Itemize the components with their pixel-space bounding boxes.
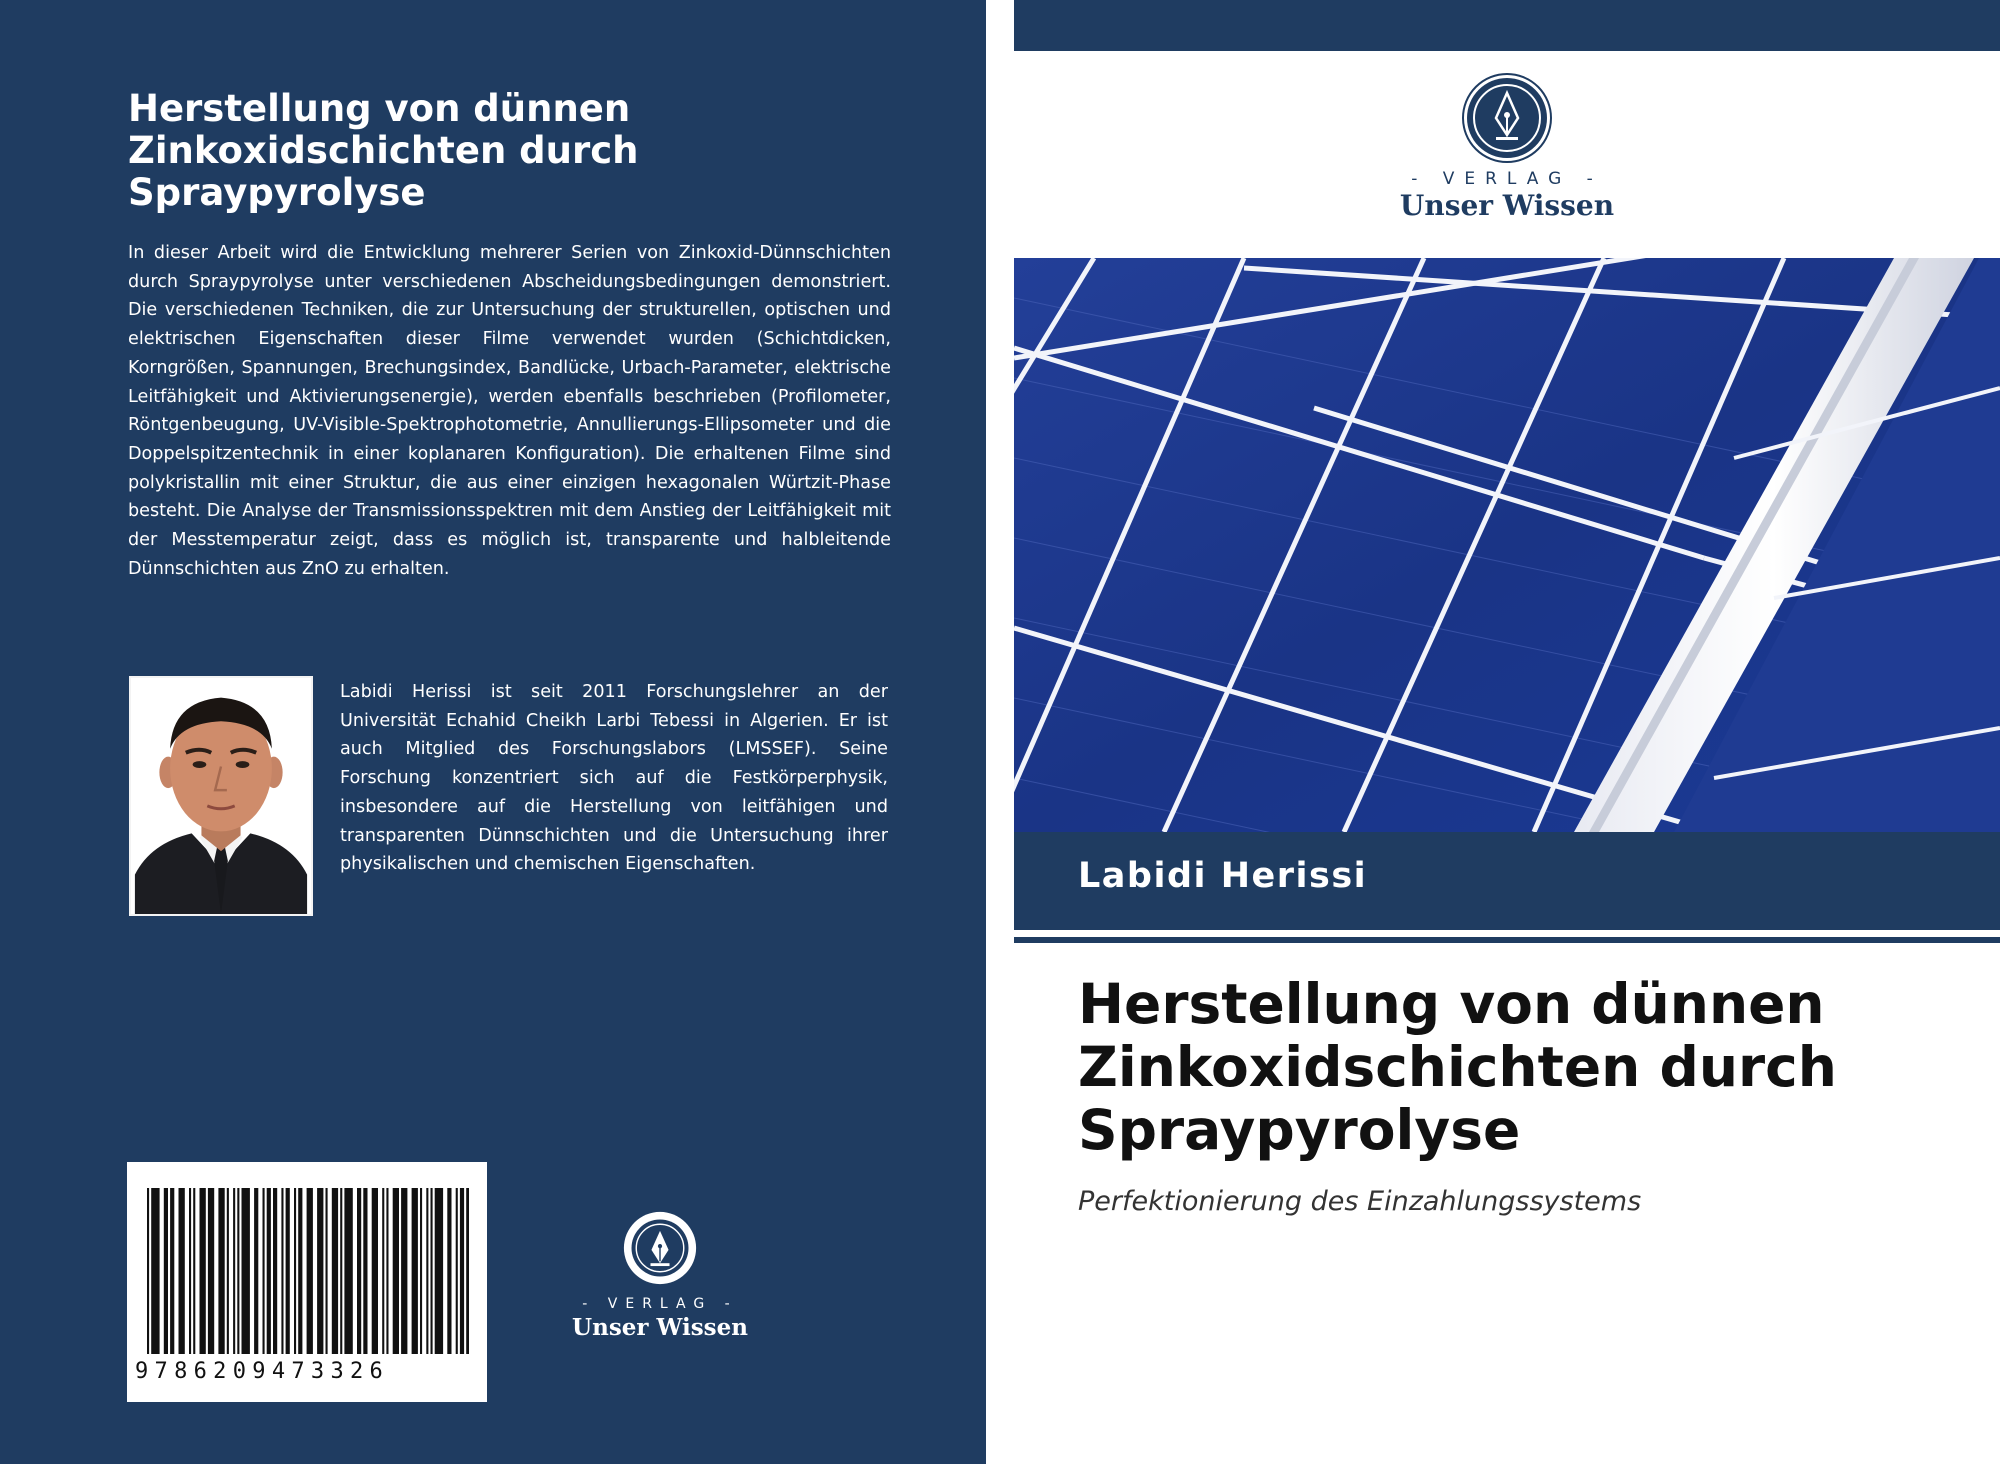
front-cover <box>1014 0 2000 1464</box>
fountain-pen-nib-icon <box>1462 73 1552 163</box>
divider-line <box>1014 937 2000 943</box>
author-band <box>1014 832 2000 930</box>
back-logo-brand: Unser Wissen <box>572 1314 748 1341</box>
isbn-barcode <box>127 1162 487 1402</box>
front-publisher-logo <box>1314 73 1700 223</box>
back-cover-title: Herstellung von dünnen Zinkoxidschichten durch Spraypyrolyse <box>128 87 639 214</box>
front-logo-verlag: - VERLAG - <box>1411 169 1603 189</box>
front-logo-brand: Unser Wissen <box>1399 189 1615 222</box>
solar-panel-image <box>1014 258 2000 832</box>
back-cover-abstract: In dieser Arbeit wird die Entwicklung mehrerer Serien von Zinkoxid-Dünnschichten durch Spraypyrolyse unter verschiedenen Abscheidungsbedingungen demonstriert. Die verschiedenen Techniken, die zur Untersuchung der strukturellen, optischen und elektrischen Eigenschaften dieser Filme verwendet wurden (Schichtdicken, Korngrößen, Spannungen, Brechungsindex, Bandlücke, Urbach-Parameter, elektrische Leitfähigkeit und Aktivierungsenergie), werden ebenfalls beschrieben (Profilometer, Röntgenbeugung, UV-Visible-Spektrophotometrie, Annullierungs-Ellipsometer und die Doppelspitzentechnik in einer koplanaren Konfiguration). Die erhaltenen Filme sind polykristallin mit einer Struktur, die aus einer einzigen hexagonalen Würtzit-Phase besteht. Die Analyse der Transmissionsspektren mit dem Anstieg der Leitfähigkeit mit der Messtemperatur zeigt, dass es möglich ist, transparente und halbleitende Dünnschichten aus ZnO zu erhalten. <box>128 243 891 579</box>
barcode-icon <box>147 1188 469 1360</box>
fountain-pen-nib-icon <box>622 1210 698 1286</box>
front-author-name: Labidi Herissi <box>1078 856 1368 896</box>
back-logo-verlag: - VERLAG - <box>582 1296 738 1312</box>
front-cover-title: Herstellung von dünnen Zinkoxidschichten durch Spraypyrolyse <box>1078 972 1837 1162</box>
front-top-bar <box>1014 0 2000 51</box>
author-biography: Labidi Herissi ist seit 2011 Forschungslehrer an der Universität Echahid Cheikh Larbi Tebessi in Algerien. Er ist auch Mitglied des Forschungslabors (LMSSEF). Seine Forschung konzentriert sich auf die Festkörperphysik, insbesondere auf die Herstellung von leitfähigen und transparenten Dünnschichten und die Untersuchung ihrer physikalischen und chemischen Eigenschaften. <box>340 682 888 875</box>
back-publisher-logo <box>560 1210 760 1340</box>
front-cover-subtitle: Perfektionierung des Einzahlungssystems <box>1078 1186 1642 1217</box>
isbn-digits: 9786209473326 <box>135 1359 390 1384</box>
author-photo <box>129 676 313 916</box>
back-cover <box>0 0 986 1464</box>
